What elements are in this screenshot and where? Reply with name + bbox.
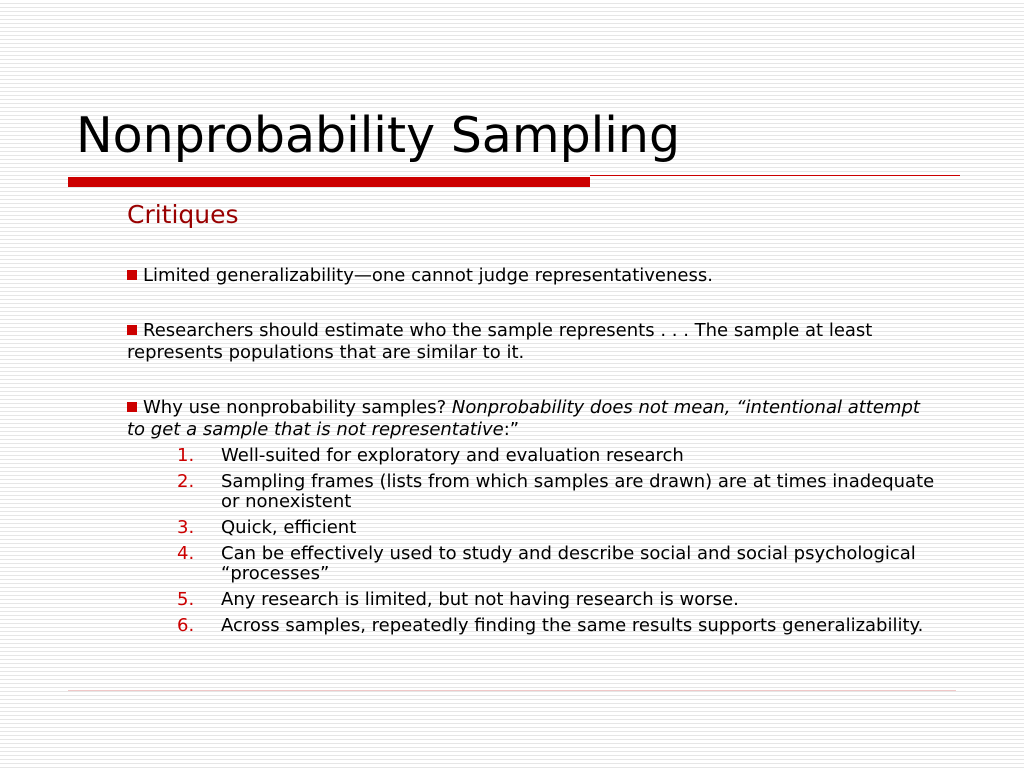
list-item-text: Well-suited for exploratory and evaluation research [221, 445, 684, 466]
square-bullet-icon [127, 402, 137, 412]
title-underline-thin [590, 175, 960, 176]
list-number: 6. [177, 615, 195, 636]
list-item [165, 446, 955, 466]
list-number: 1. [177, 445, 195, 466]
list-number: 3. [177, 517, 195, 538]
section-subheading: Critiques [127, 200, 239, 229]
list-item [165, 518, 955, 538]
list-number: 5. [177, 589, 195, 610]
list-item-text: Any research is limited, but not having research is worse. [221, 589, 739, 610]
square-bullet-icon [127, 325, 137, 335]
list-number: 2. [177, 471, 195, 492]
footer-divider [68, 690, 956, 691]
title-underline-thick [68, 177, 590, 187]
bullet-item [127, 397, 927, 441]
bullet-text-lead: Why use nonprobability samples? [143, 397, 452, 418]
list-item [165, 616, 955, 636]
bullet-text-italic: Nonprobability does not mean, “intentional attempt to get a sample that is not representative [127, 397, 920, 440]
bullet-text: Limited generalizability—one cannot judge representativeness. [143, 265, 713, 286]
list-item-text: Can be effectively used to study and describe social and social psychological “processes” [221, 543, 916, 584]
bullet-item [127, 320, 927, 364]
numbered-list [165, 446, 955, 642]
bullet-item [127, 265, 927, 287]
list-number: 4. [177, 543, 195, 564]
list-item-text: Quick, efficient [221, 517, 357, 538]
list-item-text: Across samples, repeatedly finding the same results supports generalizability. [221, 615, 924, 636]
bullet-text-tail: :” [503, 419, 520, 440]
slide-title: Nonprobability Sampling [76, 107, 681, 164]
list-item [165, 472, 955, 512]
list-item-text: Sampling frames (lists from which samples are drawn) are at times inadequate or nonexistent [221, 471, 935, 512]
square-bullet-icon [127, 270, 137, 280]
list-item [165, 544, 955, 584]
list-item [165, 590, 955, 610]
bullet-text: Researchers should estimate who the sample represents . . . The sample at least represents populations that are similar to it. [127, 320, 873, 363]
